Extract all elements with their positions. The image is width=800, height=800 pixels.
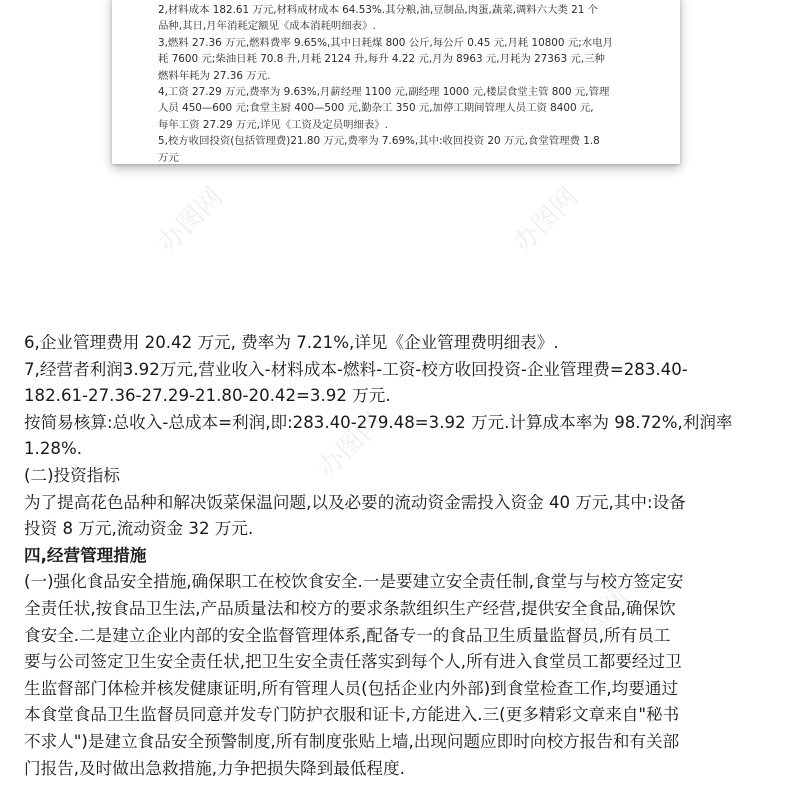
body-text-line: (二)投资指标	[24, 465, 120, 485]
preview-text-line: 耗 7600 元;柴油日耗 70.8 升,月耗 2124 升,每升 4.22 元,月为 8963 元,月耗为 27363 元,三种	[158, 53, 605, 66]
watermark-logo: 办图网	[557, 582, 634, 659]
document-preview-card	[112, 0, 680, 164]
body-text-line: 生监督部门体检并核发健康证明,所有管理人员(包括企业内外部)到食堂检查工作,均要通过	[24, 678, 679, 698]
preview-text-line: 2,材料成本 182.61 万元,材料成材成本 64.53%.其分粮,油,豆制品,肉蛋,蔬菜,调料六大类 21 个	[158, 4, 599, 16]
body-text-line: 182.61-27.36-27.29-21.80-20.42=3.92 万元.	[24, 386, 391, 406]
body-text-line: 投资 8 万元,流动资金 32 万元.	[24, 519, 254, 539]
body-text-line: 不求人")是建立食品安全预警制度,所有制度张贴上墙,出现问题应即时向校方报告和有关部	[24, 731, 680, 751]
watermark-logo: 办图网	[312, 407, 389, 484]
body-text-line: 7,经营者利润3.92万元,营业收入-材料成本-燃料-工资-校方收回投资-企业管理费=283.40-	[24, 359, 688, 379]
preview-text-line: 4,工资 27.29 万元,费率为 9.63%,月薪经理 1100 元,副经理 1000 元,楼层食堂主管 800 元,管理	[158, 86, 610, 99]
preview-text-line: 3,燃料 27.36 万元,燃料费率 9.65%,其中日耗煤 800 公斤,每公斤 0.45 元,月耗 10800 元;水电月	[158, 36, 613, 49]
preview-text-line: 人员 450—600 元;食堂主厨 400—500 元,勤杂工 350 元,加停工期间管理人员工资 8400 元,	[158, 102, 594, 115]
section-heading: 四,经营管理措施	[24, 545, 147, 565]
body-text-line: 门报告,及时做出急救措施,力争把损失降到最低程度.	[24, 758, 405, 778]
body-text-line: 按简易核算:总收入-总成本=利润,即:283.40-279.48=3.92 万元.计算成本率为 98.72%,利润率	[24, 412, 733, 432]
watermark-logo: 办图网	[507, 182, 584, 259]
body-text-line: 要与公司签定卫生安全责任状,把卫生安全责任落实到每个人,所有进入食堂员工都要经过卫	[24, 652, 682, 672]
body-text-line: 食安全.二是建立企业内部的安全监督管理体系,配备专一的食品卫生质量监督员,所有员工	[24, 625, 671, 645]
preview-text-line: 5,校方收回投资(包括管理费)21.80 万元,费率为 7.69%,其中:收回投资 20 万元,食堂管理费 1.8	[158, 135, 600, 148]
watermark-logo: 办图网	[152, 182, 229, 259]
preview-text-line: 燃料年耗为 27.36 万元.	[158, 69, 271, 82]
preview-text-line: 品种,其日,月年消耗定额见《成本消耗明细表》.	[158, 20, 376, 33]
body-text-line: (一)强化食品安全措施,确保职工在校饮食安全.一是要建立安全责任制,食堂与与校方签定安	[24, 572, 684, 592]
preview-text-line: 每年工资 27.29 万元,详见《工资及定员明细表》.	[158, 118, 388, 131]
body-text-line: 1.28%.	[24, 439, 82, 459]
preview-text-line: 万元	[158, 151, 179, 164]
body-text-line: 本食堂食品卫生监督员同意并发专门防护衣服和证卡,方能进入.三(更多精彩文章来自"秘书	[24, 705, 680, 725]
body-text-line: 为了提高花色品种和解决饭菜保温问题,以及必要的流动资金需投入资金 40 万元,其中:设备	[24, 492, 686, 512]
body-text-line: 6,企业管理费用 20.42 万元, 费率为 7.21%,详见《企业管理费明细表》.	[24, 333, 559, 352]
document-body	[24, 330, 784, 782]
body-text-line: 全责任状,按食品卫生法,产品质量法和校方的要求条款组织生产经营,提供安全食品,确保饮	[24, 598, 676, 618]
